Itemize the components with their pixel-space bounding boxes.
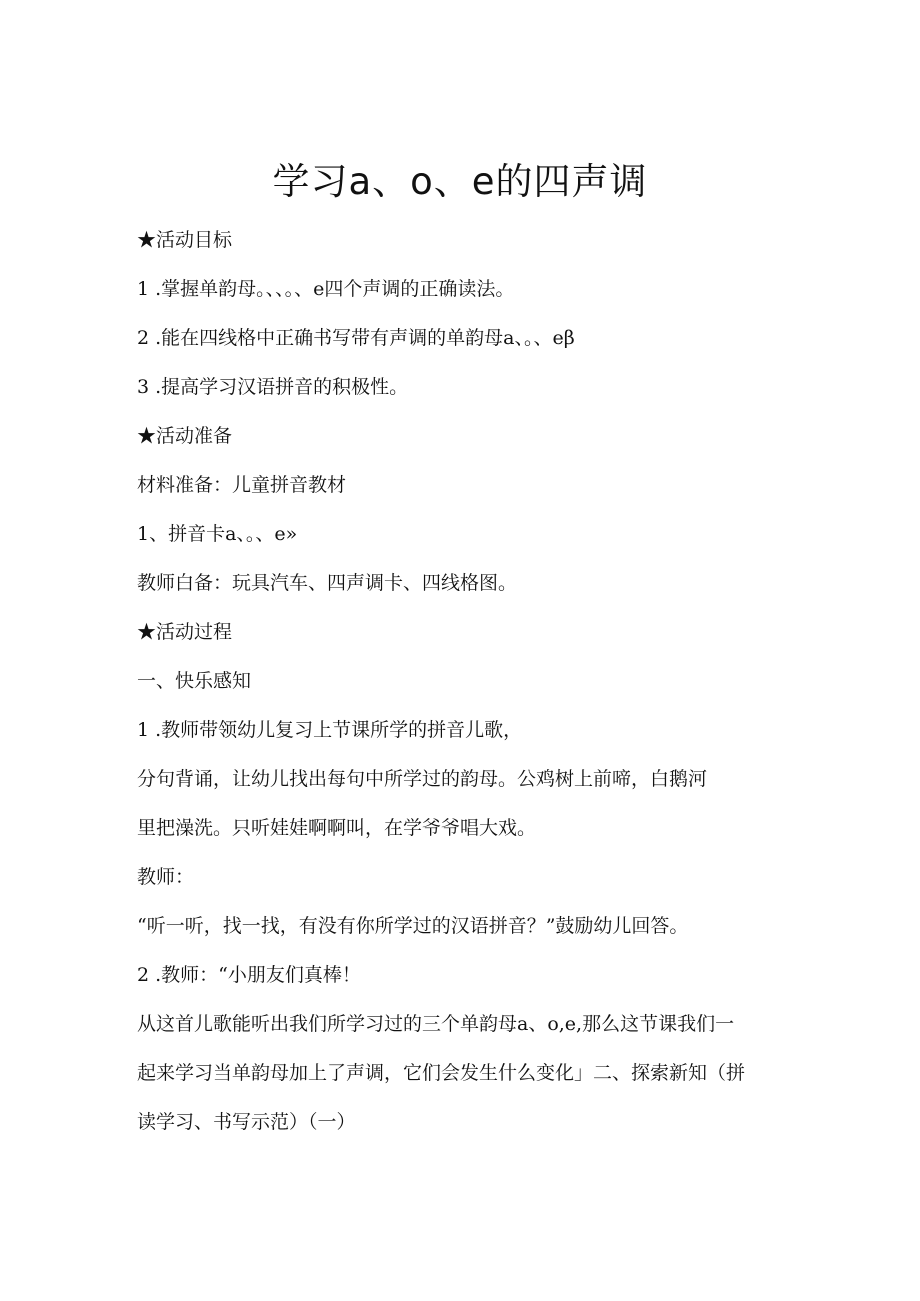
document-title: 学习a、o、e的四声调 <box>272 160 648 203</box>
preparation-item-1: 1、拼音卡a、。、e» <box>137 523 298 545</box>
process-step-1: 1 .教师带领幼儿复习上节课所学的拼音儿歌， <box>137 719 523 741</box>
paragraph-line: 从这首儿歌能听出我们所学习过的三个单韵母a、o,e,那么这节课我们一 <box>137 1013 735 1035</box>
teacher-label: 教师： <box>137 866 195 888</box>
process-step-2: 2 .教师：“小朋友们真棒！ <box>137 964 361 986</box>
paragraph-line: 读学习、书写示范）（一） <box>137 1111 356 1133</box>
process-part-1-heading: 一、快乐感知 <box>137 670 252 692</box>
preparation-teacher: 教师白备：玩具汽车、四声调卡、四线格图。 <box>137 572 518 594</box>
goal-item-2: 2 .能在四线格中正确书写带有声调的单韵母a、。、eβ <box>137 327 575 349</box>
goal-item-1: 1 .掌握单韵母。、、。、e四个声调的正确读法。 <box>137 278 515 300</box>
section-heading-goals: ★活动目标 <box>137 229 233 251</box>
paragraph-line: 起来学习当单韵母加上了声调，它们会发生什么变化」二、探索新知（拼 <box>137 1062 746 1084</box>
section-heading-process: ★活动过程 <box>137 621 233 643</box>
paragraph-line: 里把澡洗。只听娃娃啊啊叫，在学爷爷唱大戏。 <box>137 817 537 839</box>
paragraph-line: 分句背诵，让幼儿找出每句中所学过的韵母。公鸡树上前啼，白鹅河 <box>137 768 708 790</box>
teacher-quote: “听一听，找一找，有没有你所学过的汉语拼音？”鼓励幼儿回答。 <box>137 915 689 937</box>
preparation-materials: 材料准备：儿童拼音教材 <box>137 474 347 496</box>
goal-item-3: 3 .提高学习汉语拼音的积极性。 <box>137 376 409 398</box>
section-heading-preparation: ★活动准备 <box>137 425 233 447</box>
